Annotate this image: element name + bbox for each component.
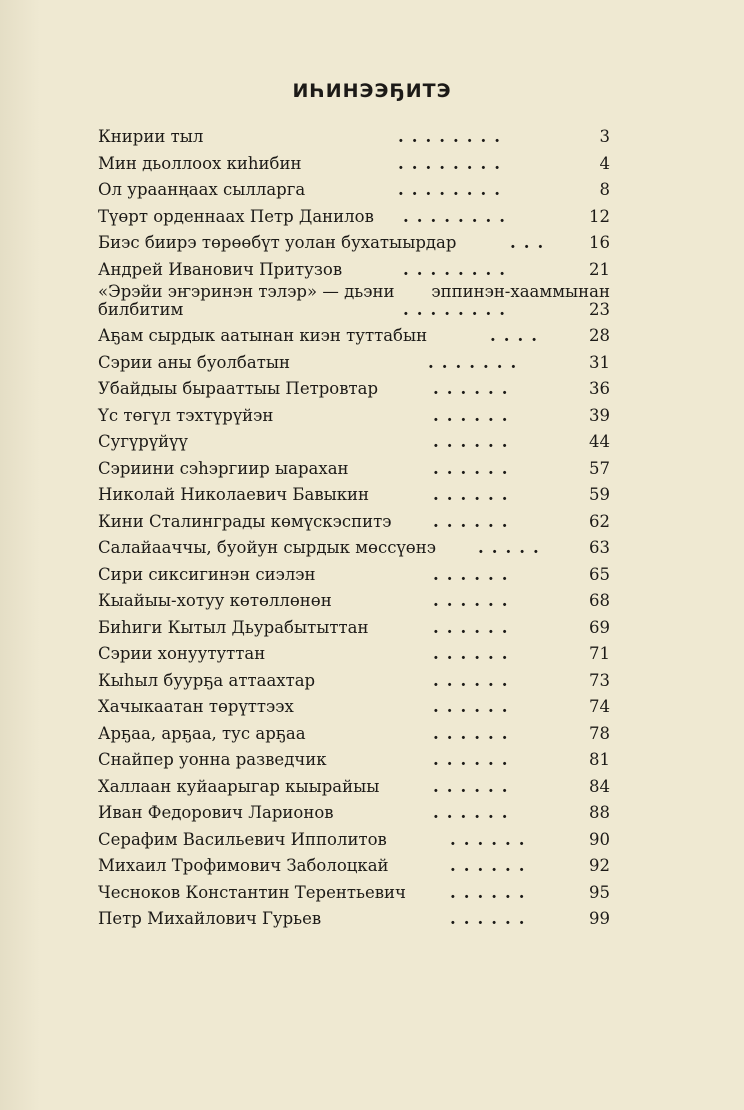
- toc-leader-dots: ......: [433, 697, 516, 716]
- toc-entry: [98, 588, 610, 615]
- toc-page-number: 23: [589, 300, 610, 319]
- toc-leader-dots: ........: [403, 300, 513, 319]
- toc-entry: [98, 853, 610, 880]
- toc-page-number: 71: [589, 644, 610, 663]
- toc-entry-title: Хачыкаатан төрүттээх: [98, 697, 294, 716]
- toc-page-number: 44: [589, 432, 610, 451]
- toc-entry: [98, 204, 610, 231]
- toc-leader-dots: ......: [433, 405, 516, 425]
- toc-page-number: 59: [589, 485, 610, 504]
- toc-entry: [98, 323, 610, 350]
- toc-page-number: 12: [589, 206, 610, 226]
- toc-entry-title: Кыайыы-хотуу көтөллөнөн: [98, 591, 332, 610]
- toc-entry-title: Түөрт орденнаах Петр Данилов: [98, 206, 374, 226]
- toc-entry: [98, 151, 610, 178]
- toc-entry-title: Биһиги Кытыл Дьурабытыттан: [98, 617, 369, 637]
- toc-entry-title: Кини Сталинграды көмүскэспитэ: [98, 511, 392, 531]
- toc-entry-first-line: [98, 283, 610, 301]
- toc-entry-title: Сэрии хонуутуттан: [98, 644, 266, 663]
- toc-page-number: 4: [599, 153, 610, 173]
- toc-leader-dots: ...: [510, 233, 552, 252]
- toc-leader-dots: ........: [403, 259, 513, 279]
- toc-entry: [98, 774, 610, 801]
- toc-entry: [98, 177, 610, 204]
- toc-leader-dots: ......: [433, 458, 516, 478]
- toc-entry: [98, 747, 610, 774]
- toc-leader-dots: ......: [433, 776, 516, 796]
- toc-leader-dots: ........: [403, 206, 513, 226]
- toc-entry-title: Үс төгүл тэхтүрүйэн: [98, 405, 274, 425]
- toc-page-number: 78: [589, 723, 610, 743]
- toc-entry-title: Иван Федорович Ларионов: [98, 803, 334, 822]
- toc-page-number: 99: [589, 909, 610, 928]
- toc-entry-title: Сэрии аны буолбатын: [98, 352, 290, 372]
- toc-entry-title: Салайааччы, буойун сырдык мөссүөнэ: [98, 538, 436, 557]
- toc-page-number: 68: [589, 591, 610, 610]
- toc-entry: [98, 906, 610, 933]
- toc-page-number: 3: [599, 127, 610, 146]
- toc-entry-title: Сугүрүйүү: [98, 432, 188, 451]
- toc-entry: [98, 456, 610, 483]
- toc-entry-title: Мин дьоллоох киһибин: [98, 153, 302, 173]
- toc-entry-title: Снайпер уонна разведчик: [98, 750, 327, 769]
- table-of-contents: [98, 124, 610, 933]
- toc-entry: [98, 230, 610, 257]
- toc-entry: [98, 429, 610, 456]
- toc-page-number: 57: [589, 458, 610, 478]
- toc-leader-dots: ......: [433, 379, 516, 398]
- toc-page-number: 62: [589, 511, 610, 531]
- toc-leader-dots: ......: [450, 882, 533, 902]
- toc-entry-title: Книрии тыл: [98, 127, 204, 146]
- toc-leader-dots: ......: [433, 803, 516, 822]
- toc-leader-dots: ......: [433, 485, 516, 504]
- toc-leader-dots: ......: [433, 644, 516, 663]
- toc-page-number: 39: [589, 405, 610, 425]
- toc-entry-title: Сири сиксигинэн сиэлэн: [98, 564, 316, 584]
- toc-leader-dots: .....: [478, 538, 547, 557]
- toc-entry: [98, 124, 610, 151]
- toc-leader-dots: ......: [433, 617, 516, 637]
- toc-entry-title: Халлаан куйаарыгар кыырайыы: [98, 776, 380, 796]
- toc-entry-title: Кыһыл буурҕа аттаахтар: [98, 670, 316, 690]
- toc-page-number: 36: [589, 379, 610, 398]
- toc-entry-title-part: эппинэн-хааммынан: [431, 282, 610, 301]
- toc-entry: [98, 641, 610, 668]
- toc-entry: [98, 562, 610, 589]
- toc-entry: [98, 721, 610, 748]
- toc-entry: [98, 509, 610, 536]
- toc-page-number: 95: [589, 882, 610, 902]
- toc-leader-dots: ........: [398, 180, 508, 199]
- toc-page-number: 84: [589, 776, 610, 796]
- toc-entry: [98, 535, 610, 562]
- toc-leader-dots: ......: [433, 591, 516, 610]
- contents-title: ИҺИНЭЭҔИТЭ: [292, 80, 452, 102]
- toc-leader-dots: ......: [450, 856, 533, 875]
- toc-leader-dots: ......: [450, 909, 533, 928]
- toc-page-number: 74: [589, 697, 610, 716]
- toc-entry-title: Андрей Иванович Притузов: [98, 259, 343, 279]
- toc-page-number: 88: [589, 803, 610, 822]
- toc-entry-title-continuation: билбитим: [98, 300, 184, 319]
- toc-page-number: 92: [589, 856, 610, 875]
- toc-entry: [98, 283, 610, 323]
- toc-entry-title-part: «Эрэйи эҥэринэн тэлэр» — дьэни: [98, 282, 395, 301]
- toc-entry: [98, 350, 610, 377]
- toc-leader-dots: .......: [428, 352, 525, 372]
- toc-page-number: 8: [599, 180, 610, 199]
- toc-leader-dots: ........: [398, 153, 508, 173]
- toc-page-number: 16: [589, 233, 610, 252]
- toc-page-number: 21: [589, 259, 610, 279]
- toc-page-number: 73: [589, 670, 610, 690]
- toc-leader-dots: ......: [433, 723, 516, 743]
- toc-page-number: 65: [589, 564, 610, 584]
- toc-entry-title: Арҕаа, арҕаа, тус арҕаа: [98, 723, 306, 743]
- toc-entry-title: Чесноков Константин Терентьевич: [98, 882, 406, 902]
- toc-entry-title: Михаил Трофимович Заболоцкай: [98, 856, 389, 875]
- toc-entry-title: Биэс биирэ төрөөбүт уолан бухатыырдар: [98, 233, 457, 252]
- toc-entry: [98, 257, 610, 284]
- toc-page-number: 28: [589, 326, 610, 345]
- toc-entry-title: Николай Николаевич Бавыкин: [98, 485, 370, 504]
- toc-entry: [98, 827, 610, 854]
- toc-leader-dots: ......: [433, 432, 516, 451]
- toc-entry-title: Серафим Васильевич Ипполитов: [98, 829, 387, 849]
- toc-leader-dots: ......: [433, 564, 516, 584]
- toc-page-number: 81: [589, 750, 610, 769]
- toc-entry-title: Сэриини сэһэргиир ыарахан: [98, 458, 349, 478]
- toc-entry: [98, 403, 610, 430]
- toc-page-number: 90: [589, 829, 610, 849]
- toc-leader-dots: ......: [433, 511, 516, 531]
- toc-leader-dots: ........: [398, 127, 508, 146]
- toc-entry: [98, 880, 610, 907]
- toc-leader-dots: ......: [433, 670, 516, 690]
- toc-entry: [98, 482, 610, 509]
- toc-page-number: 31: [589, 352, 610, 372]
- toc-entry-title: Ол ураанңаах сылларга: [98, 180, 306, 199]
- toc-entry: [98, 615, 610, 642]
- toc-page-number: 63: [589, 538, 610, 557]
- toc-entry-title: Аҕам сырдык аатынан киэн туттабын: [98, 326, 428, 345]
- toc-entry: [98, 668, 610, 695]
- toc-entry: [98, 694, 610, 721]
- toc-entry: [98, 800, 610, 827]
- toc-entry-title: Убайдыы бырааттыы Петровтар: [98, 379, 379, 398]
- toc-leader-dots: ......: [450, 829, 533, 849]
- toc-entry: [98, 376, 610, 403]
- toc-leader-dots: ......: [433, 750, 516, 769]
- toc-leader-dots: ....: [490, 326, 545, 345]
- toc-entry-title: Петр Михайлович Гурьев: [98, 909, 322, 928]
- toc-page-number: 69: [589, 617, 610, 637]
